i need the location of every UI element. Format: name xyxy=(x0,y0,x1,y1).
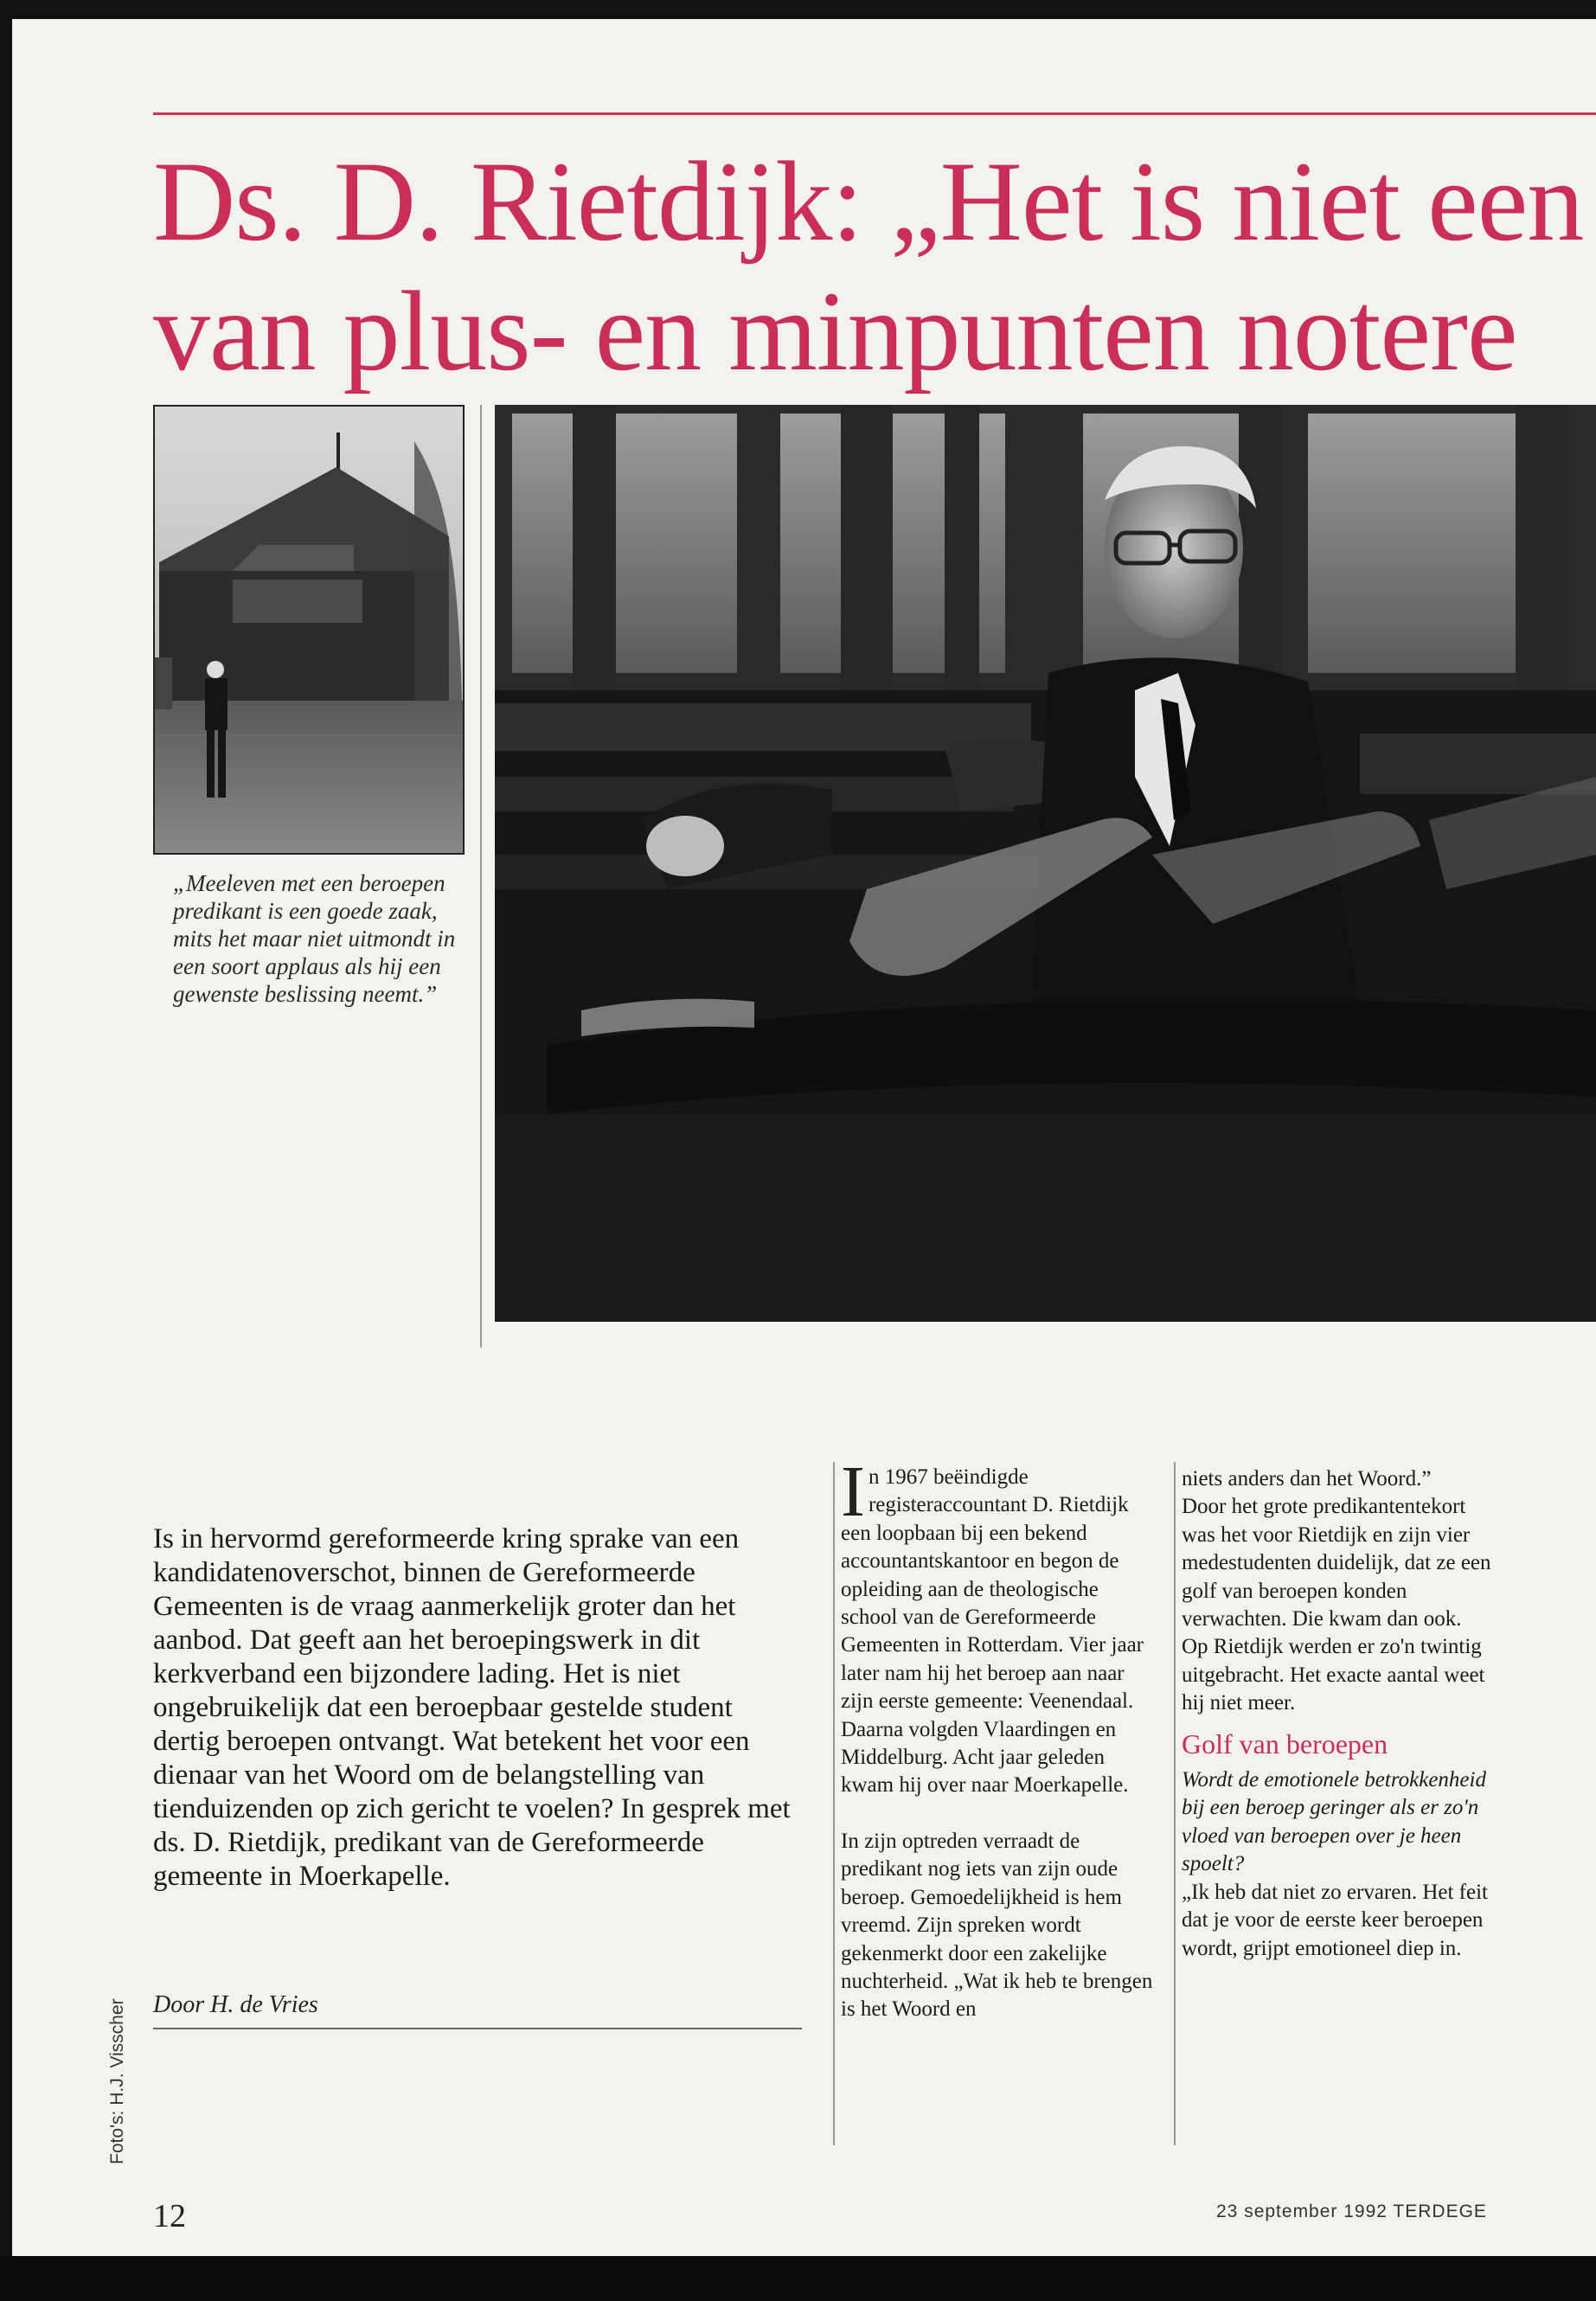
headline-line-2: van plus- en minpunten notere xyxy=(153,267,1517,394)
scan-border xyxy=(0,2256,1596,2301)
byline: Door H. de Vries xyxy=(153,1991,318,2018)
title-rule xyxy=(153,112,1596,115)
article-column-2 xyxy=(1182,1465,1493,1963)
headline-line-1: Ds. D. Rietdijk: „Het is niet een xyxy=(153,138,1584,265)
column-divider xyxy=(480,405,482,1348)
article-paragraph: In zijn optreden verraadt de predikant nog iets van zijn oude beroep. Gemoedelijkheid is hem vreemd. Zijn spreken wordt gekenmerkt door een zakelijke nuchterheid. „Wat ik heb te brengen is het Woord en xyxy=(841,1829,1153,2022)
article-paragraph: Door het grote predikantentekort was het voor Rietdijk en zijn vier medestudenten duidelijk, dat ze een golf van beroepen konden verwachten. Die kwam dan ook. Op Rietdijk werden er zo'n twintig uitgebracht. Het exacte aantal weet hij niet meer. xyxy=(1182,1495,1491,1715)
photo-credit: Foto's: H.J. Visscher xyxy=(107,1998,127,2164)
issue-footer: 23 september 1992 TERDEGE xyxy=(1216,2202,1487,2221)
church-photo xyxy=(153,405,465,855)
interview-question: Wordt de emotionele betrokkenheid bij een beroep geringer als er zo'n vloed van beroepen over je heen spoelt? xyxy=(1182,1768,1486,1876)
interview-answer: „Ik heb dat niet zo ervaren. Het feit dat je voor de eerste keer beroepen wordt, grijpt emotioneel diep in. xyxy=(1182,1880,1488,1960)
byline-rule xyxy=(153,2028,802,2029)
article-paragraph: In 1967 beëindigde registeraccountant D. Rietdijk een loopbaan bij een bekend accountantskantoor en begon de opleiding aan de theologische school van de Gereformeerde Gemeenten in Rotterdam. Vier jaar later nam hij het beroep aan naar zijn eerste gemeente: Veenendaal. Daarna volgden Vlaardingen en Middelburg. Acht jaar geleden kwam hij over naar Moerkapelle. xyxy=(841,1452,1144,1798)
article-paragraph: niets anders dan het Woord.” xyxy=(1182,1467,1432,1490)
column-separator xyxy=(833,1462,835,2145)
page-number: 12 xyxy=(153,2198,186,2234)
portrait-photo xyxy=(495,405,1596,1322)
photo-caption: „Meeleven met een beroepen predikant is een goede zaak, mits het maar niet uitmondt in een soort applaus als hij een gewenste beslissing neemt.” xyxy=(173,870,456,1007)
drop-cap: I xyxy=(841,1452,865,1532)
article-column-1 xyxy=(841,1452,1154,2024)
column-separator xyxy=(1174,1462,1176,2145)
intro-paragraph: Is in hervormd gereformeerde kring sprake van een kandidatenoverschot, binnen de Gereformeerde Gemeenten is de vraag aanmerkelijk groter dan het aanbod. Dat geeft aan het beroepingswerk in dit kerkverband een bijzondere lading. Het is niet ongebruikelijk dat een beroepbaar gestelde student dertig beroepen ontvangt. Wat betekent het voor een dienaar van het Woord om de belangstelling van tienduizenden op zich gericht te voelen? In gesprek met ds. D. Rietdijk, predikant van de Gereformeerde gemeente in Moerkapelle. xyxy=(153,1523,791,1892)
subheading: Golf van beroepen xyxy=(1182,1727,1388,1759)
magazine-page xyxy=(12,19,1596,2275)
